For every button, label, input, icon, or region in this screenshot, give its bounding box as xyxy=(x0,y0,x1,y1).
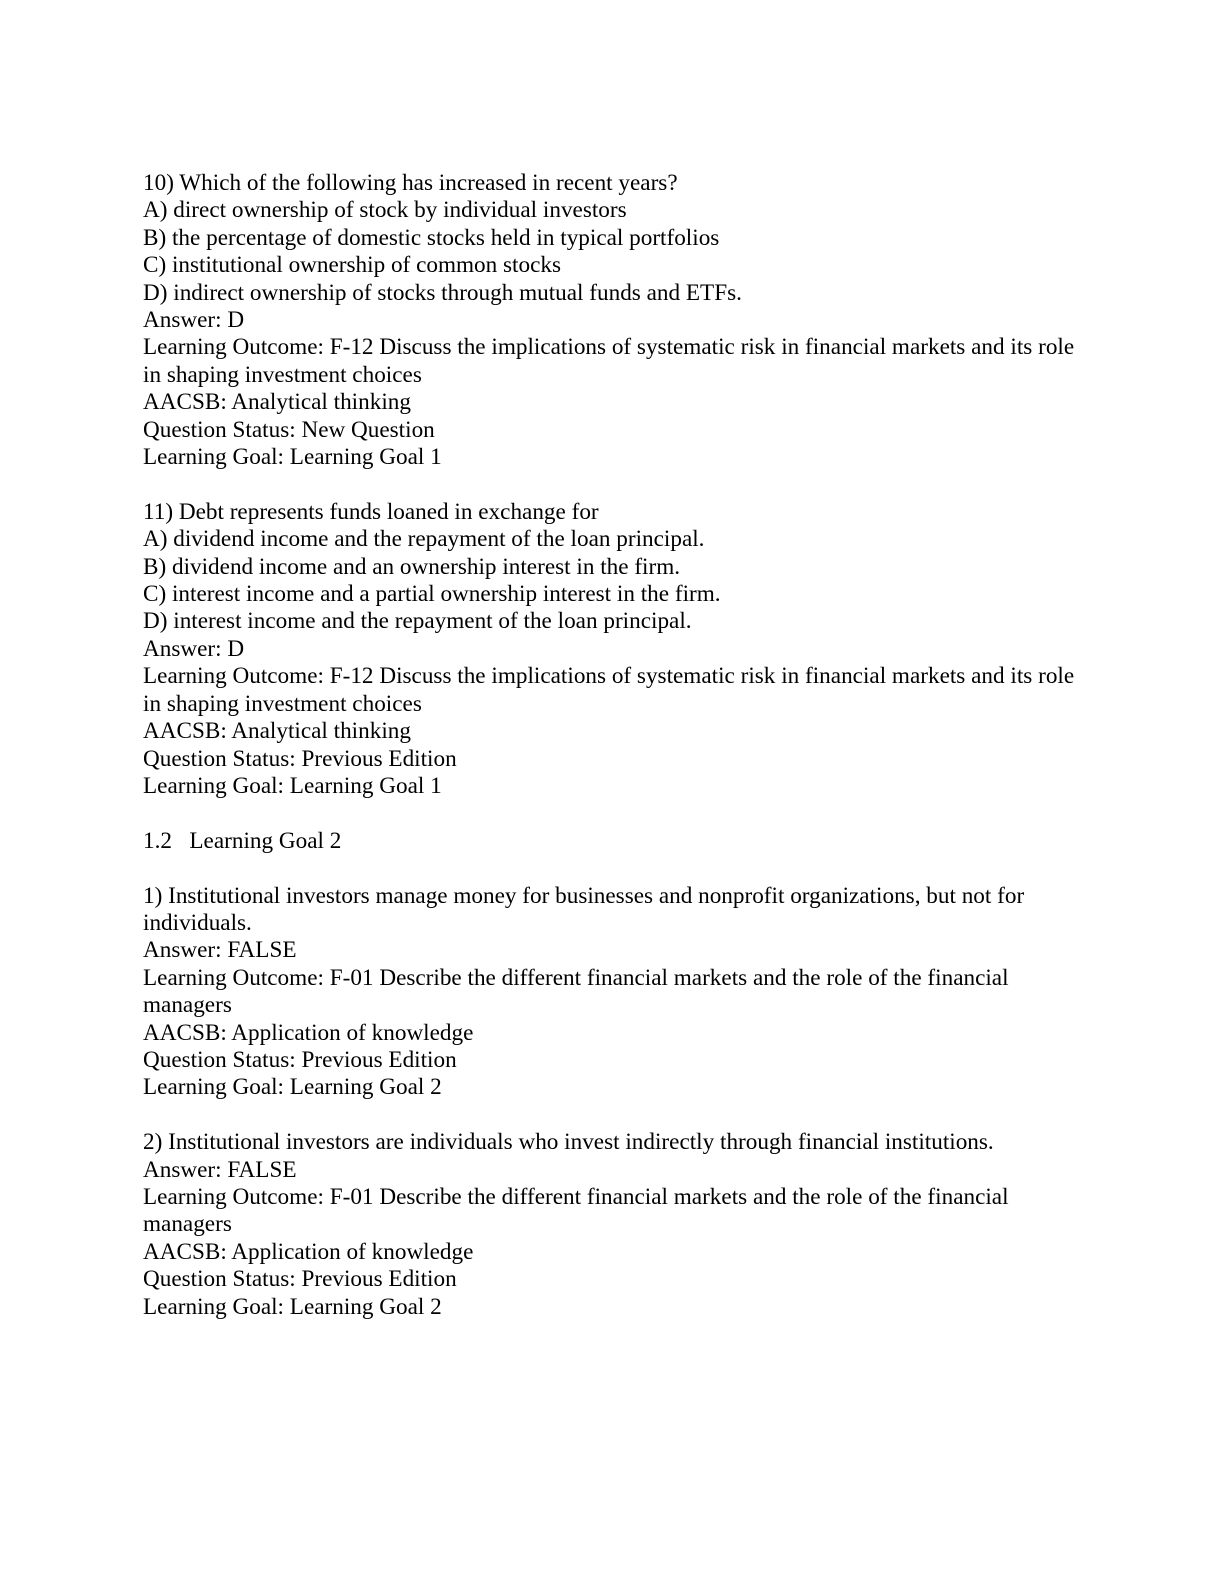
answer-option-a: A) direct ownership of stock by individual investors xyxy=(143,197,627,224)
question-stem: 1) Institutional investors manage money for businesses and nonprofit organizations, but not for individuals. xyxy=(143,882,1025,936)
answer-option-d: D) indirect ownership of stocks through mutual funds and ETFs. xyxy=(143,279,742,306)
answer-option-b: B) the percentage of domestic stocks held in typical portfolios xyxy=(143,224,720,251)
aacsb-tag: AACSB: Analytical thinking xyxy=(143,389,411,416)
answer-line: Answer: FALSE xyxy=(143,1156,297,1183)
learning-goal: Learning Goal: Learning Goal 1 xyxy=(143,772,442,799)
question-block-10 xyxy=(143,170,1083,471)
answer-option-c: C) interest income and a partial ownership interest in the firm. xyxy=(143,581,721,608)
learning-outcome: Learning Outcome: F-12 Discuss the implications of systematic risk in financial markets and its role in shaping investment choices xyxy=(143,334,1075,388)
question-stem: 11) Debt represents funds loaned in exchange for xyxy=(143,498,599,525)
question-status: Question Status: Previous Edition xyxy=(143,745,457,772)
answer-line: Answer: FALSE xyxy=(143,937,297,964)
learning-outcome: Learning Outcome: F-01 Describe the different financial markets and the role of the financial managers xyxy=(143,1183,1009,1238)
question-stem: 10) Which of the following has increased in recent years? xyxy=(143,170,678,196)
question-stem: 2) Institutional investors are individuals who invest indirectly through financial institutions. xyxy=(143,1129,994,1156)
document-page xyxy=(143,170,1083,1348)
learning-goal: Learning Goal: Learning Goal 2 xyxy=(143,1293,442,1320)
answer-option-d: D) interest income and the repayment of the loan principal. xyxy=(143,608,692,635)
question-block-2 xyxy=(143,1129,1083,1321)
question-block-1 xyxy=(143,883,1083,1102)
question-status: Question Status: Previous Edition xyxy=(143,1046,457,1073)
question-status: Question Status: Previous Edition xyxy=(143,1266,457,1293)
learning-outcome: Learning Outcome: F-12 Discuss the implications of systematic risk in financial markets and its role in shaping investment choices xyxy=(143,663,1075,717)
learning-goal: Learning Goal: Learning Goal 2 xyxy=(143,1074,442,1101)
answer-option-a: A) dividend income and the repayment of the loan principal. xyxy=(143,526,705,553)
question-status: Question Status: New Question xyxy=(143,416,435,443)
aacsb-tag: AACSB: Application of knowledge xyxy=(143,1238,474,1265)
answer-option-b: B) dividend income and an ownership interest in the firm. xyxy=(143,553,681,580)
question-block-11 xyxy=(143,499,1083,800)
section-heading-text: 1.2 Learning Goal 2 xyxy=(143,827,342,854)
section-heading xyxy=(143,828,1083,855)
answer-line: Answer: D xyxy=(143,307,245,334)
learning-goal: Learning Goal: Learning Goal 1 xyxy=(143,444,442,471)
learning-outcome: Learning Outcome: F-01 Describe the different financial markets and the role of the financial managers xyxy=(143,964,1009,1019)
aacsb-tag: AACSB: Application of knowledge xyxy=(143,1019,474,1046)
answer-option-c: C) institutional ownership of common stocks xyxy=(143,252,561,279)
aacsb-tag: AACSB: Analytical thinking xyxy=(143,718,411,745)
answer-line: Answer: D xyxy=(143,635,245,662)
